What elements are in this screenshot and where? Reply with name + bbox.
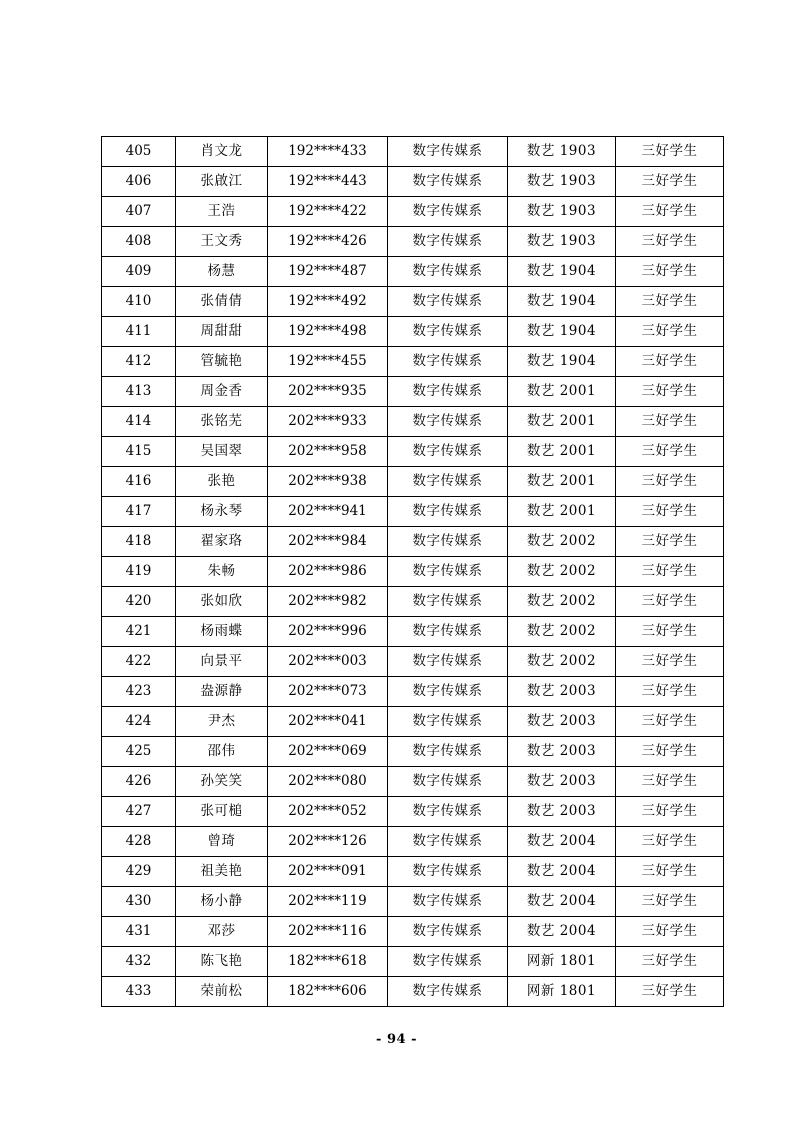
cell-student-id: 192****433 <box>268 137 388 167</box>
cell-award: 三好学生 <box>616 587 724 617</box>
table-row <box>102 377 724 407</box>
cell-student-name: 杨慧 <box>176 257 268 287</box>
cell-student-name: 陈飞艳 <box>176 947 268 977</box>
cell-class: 数艺 2003 <box>508 707 616 737</box>
cell-class: 数艺 2001 <box>508 497 616 527</box>
cell-class: 数艺 1904 <box>508 287 616 317</box>
cell-student-id: 182****618 <box>268 947 388 977</box>
roster-table-container <box>101 136 698 1007</box>
cell-award: 三好学生 <box>616 827 724 857</box>
cell-student-name: 肖文龙 <box>176 137 268 167</box>
table-row <box>102 977 724 1007</box>
cell-student-name: 邵伟 <box>176 737 268 767</box>
cell-index: 414 <box>102 407 176 437</box>
cell-award: 三好学生 <box>616 467 724 497</box>
cell-student-name: 管毓艳 <box>176 347 268 377</box>
cell-student-id: 202****938 <box>268 467 388 497</box>
cell-student-id: 202****116 <box>268 917 388 947</box>
table-row <box>102 617 724 647</box>
cell-student-id: 202****958 <box>268 437 388 467</box>
cell-student-id: 202****091 <box>268 857 388 887</box>
cell-student-id: 202****041 <box>268 707 388 737</box>
cell-index: 412 <box>102 347 176 377</box>
cell-student-name: 邓莎 <box>176 917 268 947</box>
cell-class: 数艺 2001 <box>508 377 616 407</box>
page-number: - 94 - <box>376 1032 417 1047</box>
cell-class: 数艺 2004 <box>508 917 616 947</box>
cell-student-id: 202****982 <box>268 587 388 617</box>
table-row <box>102 677 724 707</box>
table-row <box>102 287 724 317</box>
cell-student-name: 尹杰 <box>176 707 268 737</box>
cell-award: 三好学生 <box>616 287 724 317</box>
cell-department: 数字传媒系 <box>388 827 508 857</box>
cell-student-name: 翟家珞 <box>176 527 268 557</box>
cell-award: 三好学生 <box>616 767 724 797</box>
cell-index: 407 <box>102 197 176 227</box>
cell-index: 421 <box>102 617 176 647</box>
cell-student-id: 202****933 <box>268 407 388 437</box>
cell-student-id: 202****986 <box>268 557 388 587</box>
cell-class: 数艺 1903 <box>508 227 616 257</box>
cell-award: 三好学生 <box>616 497 724 527</box>
cell-index: 426 <box>102 767 176 797</box>
cell-class: 数艺 2004 <box>508 827 616 857</box>
cell-student-name: 杨雨蝶 <box>176 617 268 647</box>
cell-index: 406 <box>102 167 176 197</box>
cell-student-name: 盎源静 <box>176 677 268 707</box>
table-row <box>102 737 724 767</box>
cell-department: 数字传媒系 <box>388 557 508 587</box>
table-row <box>102 167 724 197</box>
table-row <box>102 227 724 257</box>
cell-award: 三好学生 <box>616 857 724 887</box>
cell-department: 数字传媒系 <box>388 467 508 497</box>
cell-department: 数字传媒系 <box>388 797 508 827</box>
cell-class: 数艺 2004 <box>508 857 616 887</box>
cell-student-name: 张可槌 <box>176 797 268 827</box>
table-row <box>102 527 724 557</box>
table-row <box>102 557 724 587</box>
cell-index: 424 <box>102 707 176 737</box>
cell-student-id: 192****443 <box>268 167 388 197</box>
cell-award: 三好学生 <box>616 437 724 467</box>
cell-student-id: 202****069 <box>268 737 388 767</box>
cell-award: 三好学生 <box>616 137 724 167</box>
cell-class: 数艺 2001 <box>508 437 616 467</box>
cell-student-id: 202****052 <box>268 797 388 827</box>
cell-student-id: 202****126 <box>268 827 388 857</box>
cell-student-id: 182****606 <box>268 977 388 1007</box>
table-row <box>102 827 724 857</box>
cell-class: 数艺 2003 <box>508 677 616 707</box>
cell-student-name: 杨小静 <box>176 887 268 917</box>
cell-department: 数字传媒系 <box>388 407 508 437</box>
table-row <box>102 467 724 497</box>
cell-department: 数字传媒系 <box>388 767 508 797</box>
cell-award: 三好学生 <box>616 167 724 197</box>
cell-student-name: 杨永琴 <box>176 497 268 527</box>
cell-index: 408 <box>102 227 176 257</box>
table-row <box>102 947 724 977</box>
cell-index: 418 <box>102 527 176 557</box>
cell-index: 432 <box>102 947 176 977</box>
cell-award: 三好学生 <box>616 797 724 827</box>
cell-student-id: 202****080 <box>268 767 388 797</box>
cell-index: 416 <box>102 467 176 497</box>
cell-award: 三好学生 <box>616 317 724 347</box>
cell-class: 数艺 1904 <box>508 317 616 347</box>
cell-index: 405 <box>102 137 176 167</box>
cell-index: 423 <box>102 677 176 707</box>
cell-department: 数字传媒系 <box>388 737 508 767</box>
roster-table-body <box>102 137 724 1007</box>
cell-award: 三好学生 <box>616 917 724 947</box>
cell-class: 数艺 1904 <box>508 347 616 377</box>
cell-department: 数字传媒系 <box>388 977 508 1007</box>
cell-student-id: 202****996 <box>268 617 388 647</box>
cell-award: 三好学生 <box>616 197 724 227</box>
cell-department: 数字传媒系 <box>388 917 508 947</box>
cell-student-name: 王文秀 <box>176 227 268 257</box>
table-row <box>102 497 724 527</box>
table-row <box>102 197 724 227</box>
table-row <box>102 857 724 887</box>
cell-department: 数字传媒系 <box>388 527 508 557</box>
cell-index: 420 <box>102 587 176 617</box>
cell-student-name: 向景平 <box>176 647 268 677</box>
cell-department: 数字传媒系 <box>388 857 508 887</box>
cell-class: 数艺 2002 <box>508 647 616 677</box>
table-row <box>102 137 724 167</box>
cell-student-name: 祖美艳 <box>176 857 268 887</box>
cell-award: 三好学生 <box>616 737 724 767</box>
cell-student-name: 王浩 <box>176 197 268 227</box>
cell-award: 三好学生 <box>616 617 724 647</box>
cell-index: 427 <box>102 797 176 827</box>
cell-department: 数字传媒系 <box>388 437 508 467</box>
cell-index: 431 <box>102 917 176 947</box>
cell-award: 三好学生 <box>616 557 724 587</box>
cell-student-id: 192****492 <box>268 287 388 317</box>
table-row <box>102 587 724 617</box>
table-row <box>102 407 724 437</box>
cell-student-name: 张艳 <box>176 467 268 497</box>
cell-student-id: 202****003 <box>268 647 388 677</box>
cell-index: 409 <box>102 257 176 287</box>
cell-student-id: 192****455 <box>268 347 388 377</box>
cell-award: 三好学生 <box>616 947 724 977</box>
cell-student-name: 曾琦 <box>176 827 268 857</box>
cell-student-name: 孙笑笑 <box>176 767 268 797</box>
table-row <box>102 767 724 797</box>
cell-department: 数字传媒系 <box>388 707 508 737</box>
table-row <box>102 707 724 737</box>
table-row <box>102 437 724 467</box>
cell-department: 数字传媒系 <box>388 347 508 377</box>
table-row <box>102 347 724 377</box>
cell-student-name: 周金香 <box>176 377 268 407</box>
table-row <box>102 317 724 347</box>
cell-index: 415 <box>102 437 176 467</box>
table-row <box>102 257 724 287</box>
cell-department: 数字传媒系 <box>388 167 508 197</box>
cell-class: 数艺 2003 <box>508 737 616 767</box>
cell-class: 数艺 2001 <box>508 467 616 497</box>
cell-department: 数字传媒系 <box>388 137 508 167</box>
cell-class: 数艺 2004 <box>508 887 616 917</box>
cell-class: 数艺 1903 <box>508 167 616 197</box>
cell-index: 425 <box>102 737 176 767</box>
cell-class: 数艺 2002 <box>508 557 616 587</box>
cell-index: 433 <box>102 977 176 1007</box>
cell-department: 数字传媒系 <box>388 317 508 347</box>
cell-department: 数字传媒系 <box>388 587 508 617</box>
cell-index: 430 <box>102 887 176 917</box>
cell-award: 三好学生 <box>616 407 724 437</box>
cell-award: 三好学生 <box>616 227 724 257</box>
cell-department: 数字传媒系 <box>388 257 508 287</box>
cell-department: 数字传媒系 <box>388 377 508 407</box>
cell-student-id: 202****119 <box>268 887 388 917</box>
cell-student-id: 202****073 <box>268 677 388 707</box>
cell-award: 三好学生 <box>616 257 724 287</box>
cell-student-name: 张如欣 <box>176 587 268 617</box>
cell-class: 数艺 2002 <box>508 617 616 647</box>
cell-student-name: 张铭芜 <box>176 407 268 437</box>
cell-award: 三好学生 <box>616 377 724 407</box>
cell-department: 数字传媒系 <box>388 647 508 677</box>
table-row <box>102 797 724 827</box>
cell-student-id: 202****984 <box>268 527 388 557</box>
cell-class: 数艺 2003 <box>508 767 616 797</box>
cell-index: 413 <box>102 377 176 407</box>
cell-award: 三好学生 <box>616 677 724 707</box>
cell-index: 411 <box>102 317 176 347</box>
cell-class: 数艺 2003 <box>508 797 616 827</box>
cell-class: 数艺 2002 <box>508 527 616 557</box>
cell-department: 数字传媒系 <box>388 617 508 647</box>
cell-student-name: 朱畅 <box>176 557 268 587</box>
cell-student-id: 192****422 <box>268 197 388 227</box>
cell-class: 数艺 1904 <box>508 257 616 287</box>
cell-student-name: 吴国翠 <box>176 437 268 467</box>
cell-student-name: 荣前松 <box>176 977 268 1007</box>
cell-award: 三好学生 <box>616 887 724 917</box>
cell-department: 数字传媒系 <box>388 197 508 227</box>
cell-department: 数字传媒系 <box>388 497 508 527</box>
cell-class: 数艺 2001 <box>508 407 616 437</box>
cell-class: 数艺 1903 <box>508 197 616 227</box>
roster-table <box>101 136 724 1007</box>
cell-index: 428 <box>102 827 176 857</box>
table-row <box>102 887 724 917</box>
cell-class: 数艺 1903 <box>508 137 616 167</box>
cell-student-name: 周甜甜 <box>176 317 268 347</box>
cell-index: 417 <box>102 497 176 527</box>
cell-student-name: 张啟江 <box>176 167 268 197</box>
cell-award: 三好学生 <box>616 977 724 1007</box>
cell-class: 数艺 2002 <box>508 587 616 617</box>
cell-index: 419 <box>102 557 176 587</box>
cell-class: 网新 1801 <box>508 977 616 1007</box>
cell-student-id: 192****498 <box>268 317 388 347</box>
cell-index: 429 <box>102 857 176 887</box>
cell-index: 422 <box>102 647 176 677</box>
cell-department: 数字传媒系 <box>388 947 508 977</box>
cell-student-id: 192****487 <box>268 257 388 287</box>
cell-department: 数字传媒系 <box>388 887 508 917</box>
cell-award: 三好学生 <box>616 647 724 677</box>
cell-award: 三好学生 <box>616 527 724 557</box>
table-row <box>102 647 724 677</box>
cell-index: 410 <box>102 287 176 317</box>
cell-award: 三好学生 <box>616 707 724 737</box>
cell-department: 数字传媒系 <box>388 227 508 257</box>
table-row <box>102 917 724 947</box>
cell-class: 网新 1801 <box>508 947 616 977</box>
cell-student-name: 张倩倩 <box>176 287 268 317</box>
cell-student-id: 202****935 <box>268 377 388 407</box>
cell-award: 三好学生 <box>616 347 724 377</box>
cell-department: 数字传媒系 <box>388 677 508 707</box>
cell-student-id: 202****941 <box>268 497 388 527</box>
cell-department: 数字传媒系 <box>388 287 508 317</box>
cell-student-id: 192****426 <box>268 227 388 257</box>
